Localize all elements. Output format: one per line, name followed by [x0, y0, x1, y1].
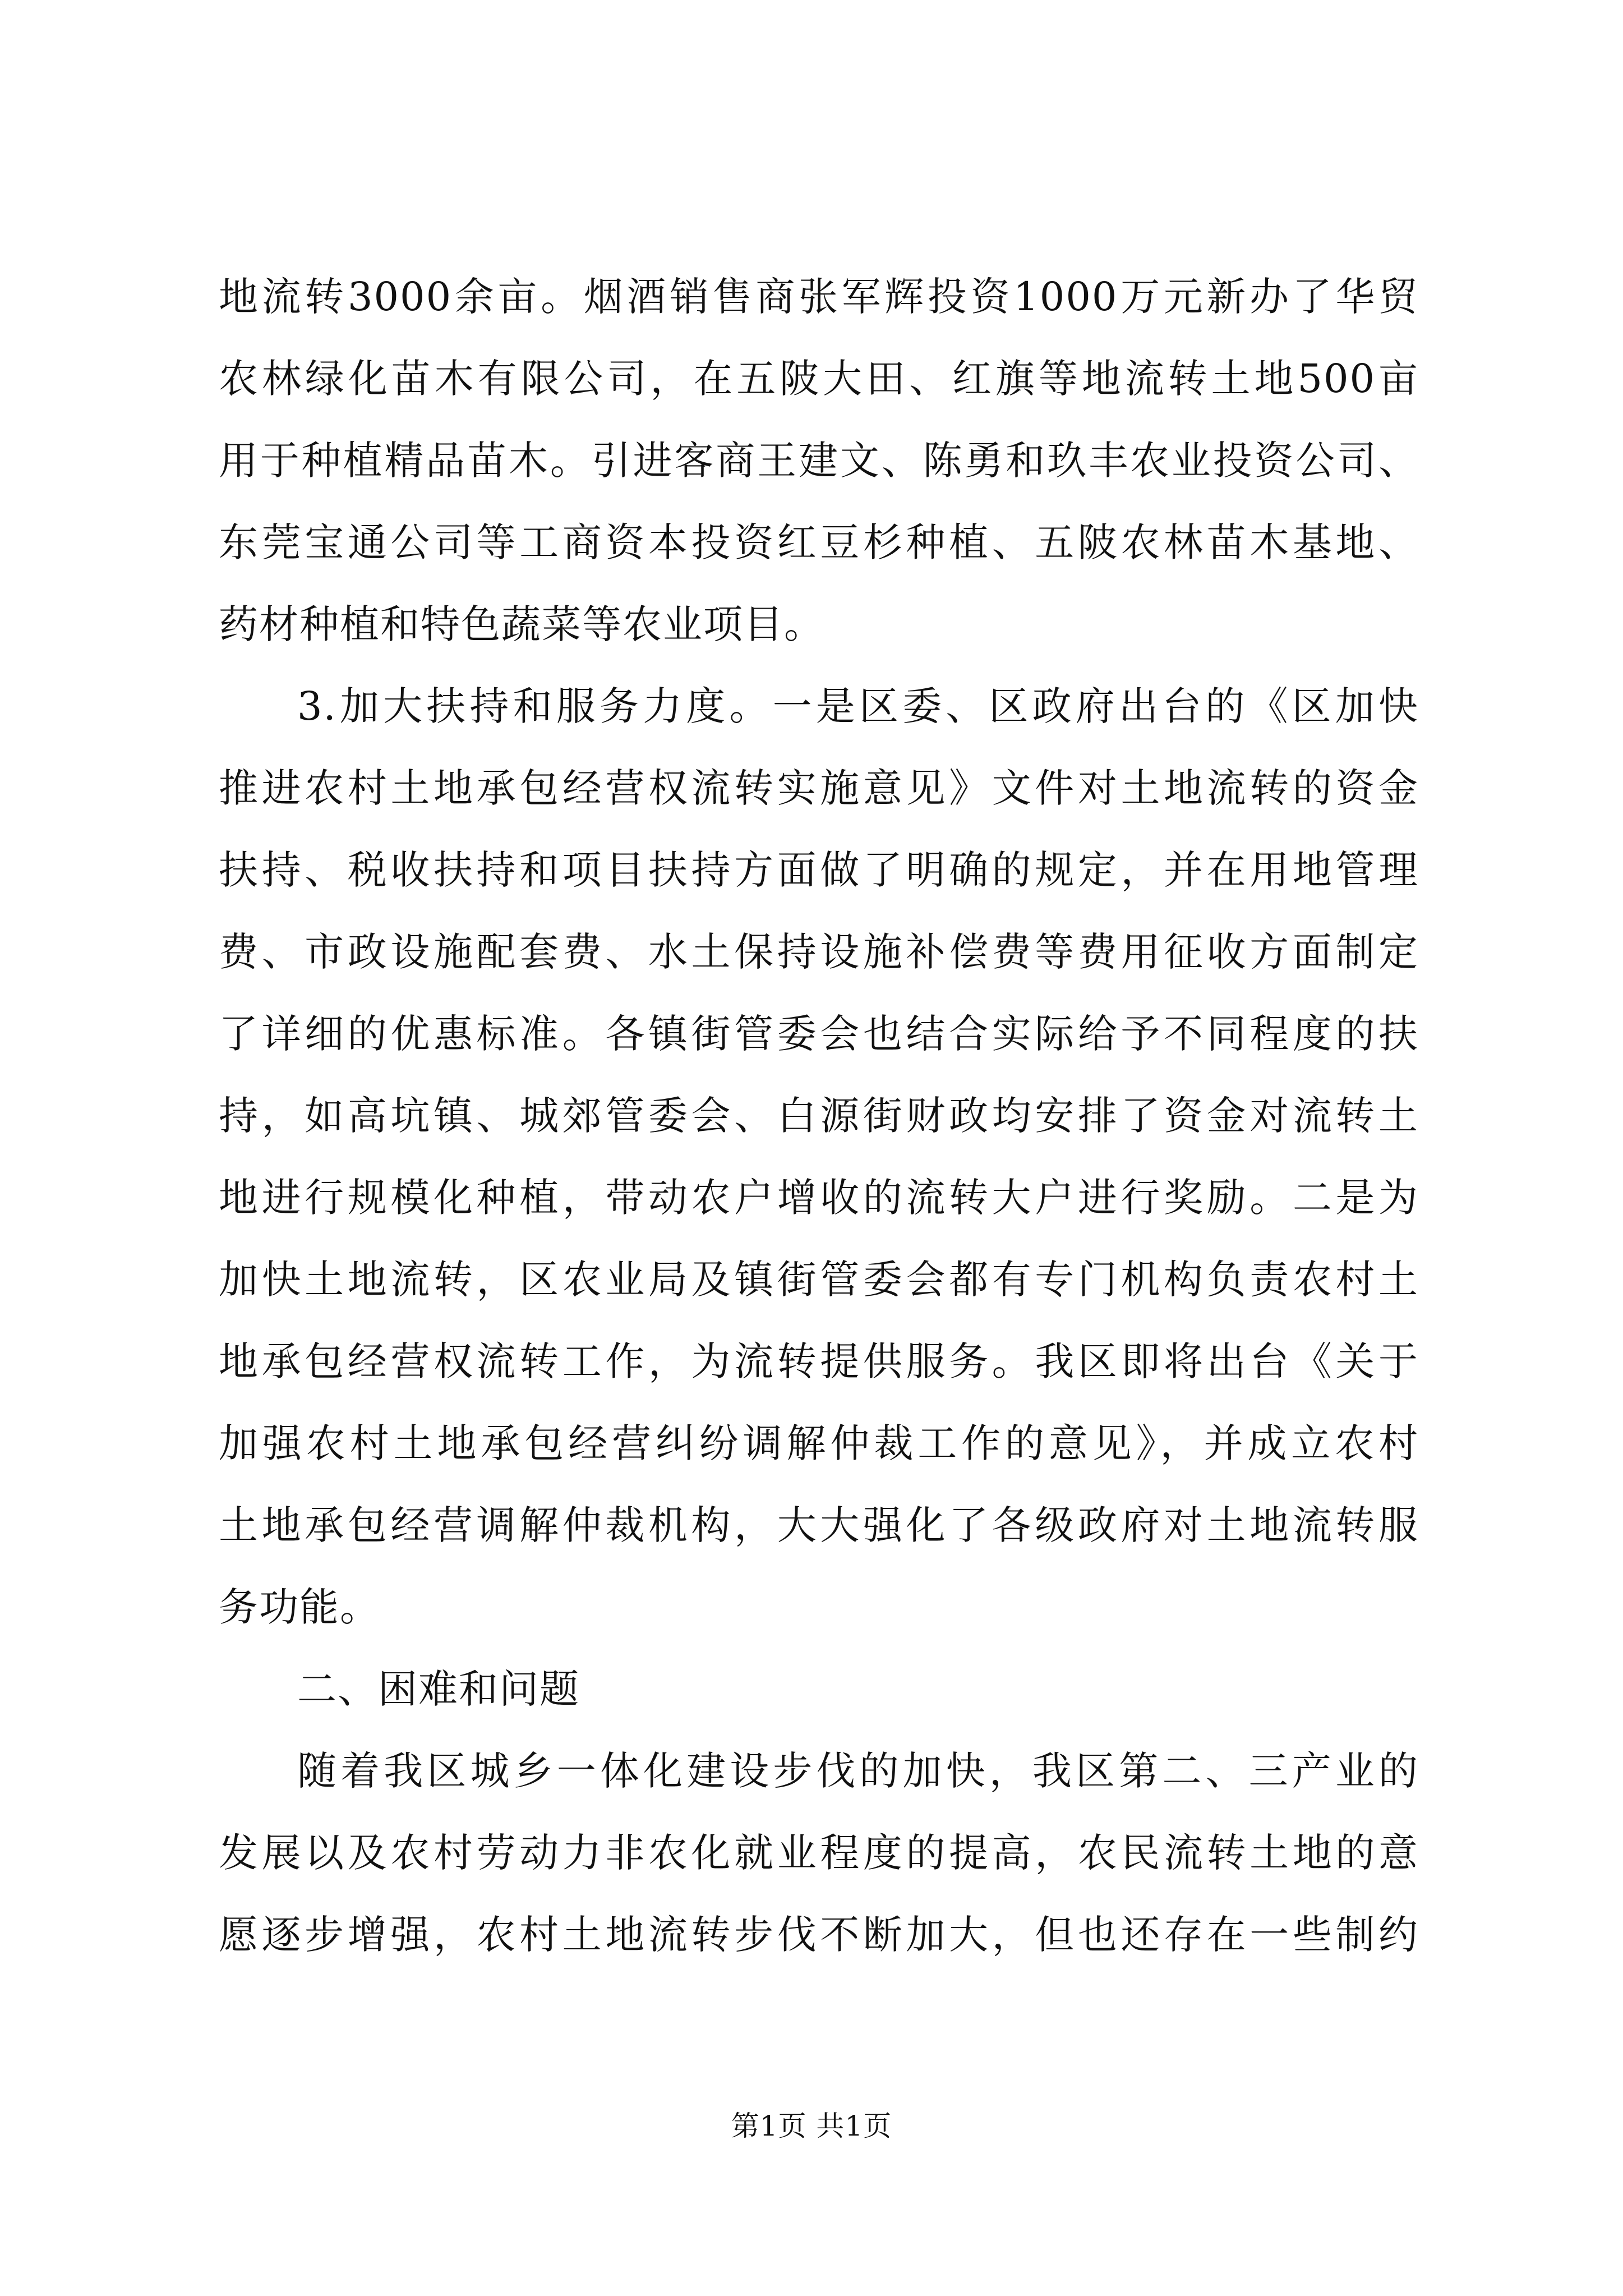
- text-line: 3.加大扶持和服务力度。一是区委、区政府出台的《区加快: [297, 683, 1419, 729]
- text-line: 用于种植精品苗木。引进客商王建文、陈勇和玖丰农业投资公司、: [219, 438, 1419, 484]
- text-line: 费、市政设施配套费、水土保持设施补偿费等费用征收方面制定: [219, 929, 1419, 975]
- text-line: 了详细的优惠标准。各镇街管委会也结合实际给予不同程度的扶: [219, 1011, 1419, 1057]
- text-line: 务功能。: [219, 1584, 380, 1630]
- text-line: 加强农村土地承包经营纠纷调解仲裁工作的意见》，并成立农村: [219, 1420, 1419, 1466]
- text-line: 土地承包经营调解仲裁机构，大大强化了各级政府对土地流转服: [219, 1502, 1419, 1548]
- text-line: 推进农村土地承包经营权流转实施意见》文件对土地流转的资金: [219, 765, 1419, 811]
- text-line: 愿逐步增强，农村土地流转步伐不断加大，但也还存在一些制约: [219, 1912, 1419, 1958]
- document-body: [219, 256, 1419, 1976]
- text-line: 加快土地流转，区农业局及镇街管委会都有专门机构负责农村土: [219, 1257, 1419, 1303]
- text-line: 地进行规模化种植，带动农户增收的流转大户进行奖励。二是为: [219, 1175, 1419, 1221]
- text-line: 随着我区城乡一体化建设步伐的加快，我区第二、三产业的: [297, 1748, 1419, 1794]
- text-line: 农林绿化苗木有限公司，在五陂大田、红旗等地流转土地500亩: [219, 356, 1419, 402]
- text-line: 东莞宝通公司等工商资本投资红豆杉种植、五陂农林苗木基地、: [219, 519, 1419, 565]
- text-line: 扶持、税收扶持和项目扶持方面做了明确的规定，并在用地管理: [219, 847, 1419, 893]
- text-line: 持，如高坑镇、城郊管委会、白源街财政均安排了资金对流转土: [219, 1093, 1419, 1139]
- text-line: 二、困难和问题: [297, 1666, 580, 1712]
- text-line: 发展以及农村劳动力非农化就业程度的提高，农民流转土地的意: [219, 1830, 1419, 1876]
- page-footer: 第1页 共1页: [731, 2110, 892, 2142]
- text-line: 地承包经营权流转工作，为流转提供服务。我区即将出台《关于: [219, 1338, 1419, 1384]
- text-line: 地流转3000余亩。烟酒销售商张军辉投资1000万元新办了华贸: [219, 274, 1419, 320]
- text-line: 药材种植和特色蔬菜等农业项目。: [219, 601, 824, 647]
